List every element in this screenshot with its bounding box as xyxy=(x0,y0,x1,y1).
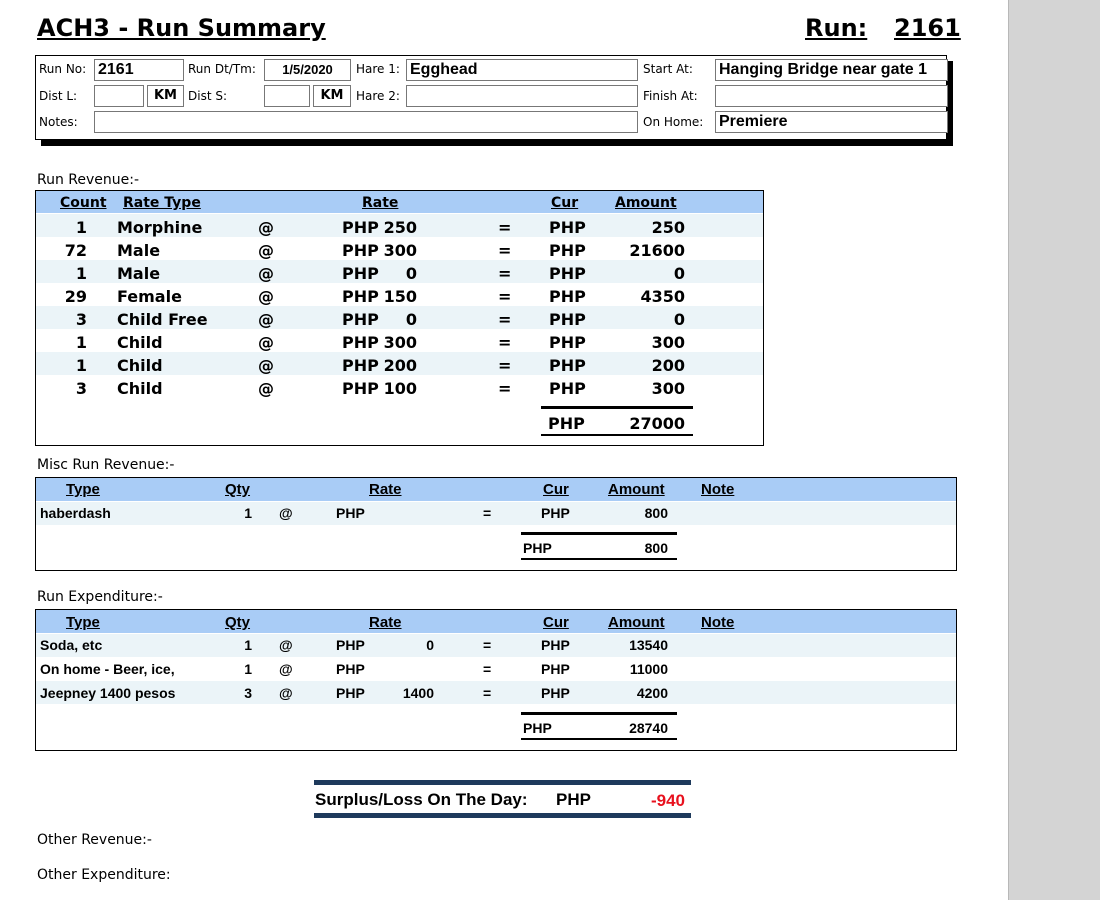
row-stripe xyxy=(36,634,956,657)
row-qty: 1 xyxy=(244,661,252,677)
hare2-label: Hare 2: xyxy=(356,89,400,103)
row-currency: PHP xyxy=(549,379,586,398)
run-dt-field[interactable]: 1/5/2020 xyxy=(264,59,351,81)
row-rate: 1400 xyxy=(402,685,434,701)
dist-s-field[interactable] xyxy=(264,85,310,107)
run-number: 2161 xyxy=(894,14,961,42)
col-note: Note xyxy=(701,481,735,498)
col-rate: Rate xyxy=(369,614,402,631)
equals-sign: = xyxy=(483,685,492,701)
col-cur: Cur xyxy=(543,481,569,498)
at-sign: @ xyxy=(258,287,274,306)
row-rate-currency: PHP xyxy=(342,287,379,306)
hare1-field[interactable]: Egghead xyxy=(406,59,638,81)
hare1-label: Hare 1: xyxy=(356,62,400,76)
row-currency: PHP xyxy=(541,637,570,653)
at-sign: @ xyxy=(279,685,293,701)
run-label: Run: xyxy=(805,14,868,42)
total-rule xyxy=(521,738,677,740)
row-amount: 0 xyxy=(673,310,685,329)
row-type: haberdash xyxy=(40,505,111,521)
equals-sign: = xyxy=(498,310,512,329)
row-amount: 21600 xyxy=(629,241,685,260)
col-cur: Cur xyxy=(543,614,569,631)
row-rate-currency: PHP xyxy=(336,661,365,677)
total-rule xyxy=(541,434,693,436)
other-expenditure-heading: Other Expenditure: xyxy=(37,867,171,883)
col-amount: Amount xyxy=(615,195,677,211)
row-currency: PHP xyxy=(549,241,586,260)
row-rate-type: Child xyxy=(117,379,163,398)
equals-sign: = xyxy=(498,264,512,283)
row-amount: 4200 xyxy=(636,685,668,701)
row-currency: PHP xyxy=(549,218,586,237)
row-currency: PHP xyxy=(541,505,570,521)
at-sign: @ xyxy=(258,379,274,398)
row-rate: 0 xyxy=(405,310,417,329)
finish-field[interactable] xyxy=(715,85,948,107)
total-rule xyxy=(521,558,677,560)
surplus-bottom-bar xyxy=(314,813,691,818)
dist-l-field[interactable] xyxy=(94,85,144,107)
at-sign: @ xyxy=(279,637,293,653)
col-qty: Qty xyxy=(225,481,251,498)
row-amount: 200 xyxy=(651,356,685,375)
row-rate-currency: PHP xyxy=(342,310,379,329)
row-count: 29 xyxy=(64,287,87,306)
col-type: Type xyxy=(66,481,100,498)
report-title: ACH3 - Run Summary xyxy=(37,14,326,42)
equals-sign: = xyxy=(498,218,512,237)
dist-l-label: Dist L: xyxy=(39,89,78,103)
notes-label: Notes: xyxy=(39,115,78,129)
row-rate-type: Child xyxy=(117,333,163,352)
hare2-field[interactable] xyxy=(406,85,638,107)
at-sign: @ xyxy=(258,241,274,260)
other-revenue-heading: Other Revenue:- xyxy=(37,832,152,848)
at-sign: @ xyxy=(258,356,274,375)
at-sign: @ xyxy=(258,218,274,237)
equals-sign: = xyxy=(483,637,492,653)
row-currency: PHP xyxy=(549,310,586,329)
col-rate-type: Rate Type xyxy=(123,195,201,211)
row-type: On home - Beer, ice, xyxy=(40,661,175,677)
row-rate-type: Child Free xyxy=(117,310,208,329)
row-amount: 11000 xyxy=(629,661,668,677)
equals-sign: = xyxy=(498,356,512,375)
col-cur: Cur xyxy=(551,195,579,211)
row-qty: 3 xyxy=(244,685,252,701)
row-rate-currency: PHP xyxy=(342,218,379,237)
start-field[interactable]: Hanging Bridge near gate 1 xyxy=(715,59,948,81)
row-rate-currency: PHP xyxy=(342,356,379,375)
row-qty: 1 xyxy=(244,505,252,521)
row-amount: 300 xyxy=(651,333,685,352)
at-sign: @ xyxy=(258,310,274,329)
col-count: Count xyxy=(60,195,107,211)
row-amount: 250 xyxy=(651,218,685,237)
equals-sign: = xyxy=(498,379,512,398)
row-count: 3 xyxy=(75,379,87,398)
expenditure-header-bar xyxy=(36,610,956,633)
row-rate-type: Female xyxy=(117,287,182,306)
row-rate: 250 xyxy=(383,218,417,237)
surplus-currency: PHP xyxy=(556,790,591,809)
row-currency: PHP xyxy=(541,685,570,701)
equals-sign: = xyxy=(498,333,512,352)
row-rate-currency: PHP xyxy=(342,333,379,352)
row-currency: PHP xyxy=(549,264,586,283)
on-home-field[interactable]: Premiere xyxy=(715,111,948,133)
row-count: 1 xyxy=(75,356,87,375)
at-sign: @ xyxy=(258,264,274,283)
row-rate-type: Morphine xyxy=(117,218,203,237)
equals-sign: = xyxy=(483,661,492,677)
row-rate-currency: PHP xyxy=(336,637,365,653)
col-note: Note xyxy=(701,614,735,631)
row-rate-currency: PHP xyxy=(342,264,379,283)
row-stripe xyxy=(36,502,956,525)
row-rate-currency: PHP xyxy=(342,379,379,398)
run-dt-label: Run Dt/Tm: xyxy=(188,62,256,76)
finish-label: Finish At: xyxy=(643,89,698,103)
dist-s-label: Dist S: xyxy=(188,89,228,103)
run-revenue-total: 27000 xyxy=(629,414,685,433)
row-rate-currency: PHP xyxy=(336,685,365,701)
run-revenue-heading: Run Revenue:- xyxy=(37,172,140,188)
row-rate: 0 xyxy=(426,637,434,653)
row-rate-type: Child xyxy=(117,356,163,375)
row-rate-type: Male xyxy=(117,241,161,260)
on-home-label: On Home: xyxy=(643,115,704,129)
col-amount: Amount xyxy=(608,481,665,498)
row-count: 1 xyxy=(75,333,87,352)
row-rate-type: Male xyxy=(117,264,161,283)
row-type: Soda, etc xyxy=(40,637,103,653)
run-no-field[interactable]: 2161 xyxy=(94,59,184,81)
row-rate-currency: PHP xyxy=(336,505,365,521)
row-amount: 4350 xyxy=(640,287,685,306)
row-count: 1 xyxy=(75,218,87,237)
start-label: Start At: xyxy=(643,62,693,76)
surplus-top-bar xyxy=(314,780,691,785)
col-rate: Rate xyxy=(369,481,402,498)
total-rule xyxy=(521,532,677,535)
equals-sign: = xyxy=(498,241,512,260)
row-count: 1 xyxy=(75,264,87,283)
total-rule xyxy=(541,406,693,409)
row-count: 72 xyxy=(64,241,87,260)
run-no-label: Run No: xyxy=(39,62,87,76)
surplus-value: -940 xyxy=(650,791,685,810)
surplus-label: Surplus/Loss On The Day: xyxy=(315,790,528,809)
row-currency: PHP xyxy=(549,333,586,352)
expenditure-heading: Run Expenditure:- xyxy=(37,589,163,605)
row-amount: 800 xyxy=(644,505,668,521)
row-currency: PHP xyxy=(549,287,586,306)
row-rate: 100 xyxy=(383,379,417,398)
km-unit-label: KM xyxy=(313,85,351,107)
km-unit-label: KM xyxy=(147,85,184,107)
equals-sign: = xyxy=(483,505,492,521)
at-sign: @ xyxy=(279,661,293,677)
row-currency: PHP xyxy=(549,356,586,375)
row-qty: 1 xyxy=(244,637,252,653)
at-sign: @ xyxy=(258,333,274,352)
row-rate-currency: PHP xyxy=(342,241,379,260)
misc-revenue-header-bar xyxy=(36,478,956,501)
notes-field[interactable] xyxy=(94,111,638,133)
row-currency: PHP xyxy=(541,661,570,677)
row-rate: 200 xyxy=(383,356,417,375)
expenditure-total: 28740 xyxy=(629,720,668,736)
misc-revenue-total: 800 xyxy=(644,540,668,556)
row-rate: 0 xyxy=(405,264,417,283)
row-rate: 300 xyxy=(383,241,417,260)
equals-sign: = xyxy=(498,287,512,306)
total-rule xyxy=(521,712,677,715)
misc-revenue-heading: Misc Run Revenue:- xyxy=(37,457,175,473)
col-qty: Qty xyxy=(225,614,251,631)
row-amount: 0 xyxy=(673,264,685,283)
total-currency: PHP xyxy=(523,540,552,556)
row-amount: 13540 xyxy=(629,637,668,653)
col-amount: Amount xyxy=(608,614,665,631)
row-count: 3 xyxy=(75,310,87,329)
row-type: Jeepney 1400 pesos xyxy=(40,685,176,701)
total-currency: PHP xyxy=(523,720,552,736)
col-type: Type xyxy=(66,614,100,631)
at-sign: @ xyxy=(279,505,293,521)
row-rate: 150 xyxy=(383,287,417,306)
row-rate: 300 xyxy=(383,333,417,352)
col-rate: Rate xyxy=(362,195,399,211)
row-amount: 300 xyxy=(651,379,685,398)
total-currency: PHP xyxy=(548,414,585,433)
